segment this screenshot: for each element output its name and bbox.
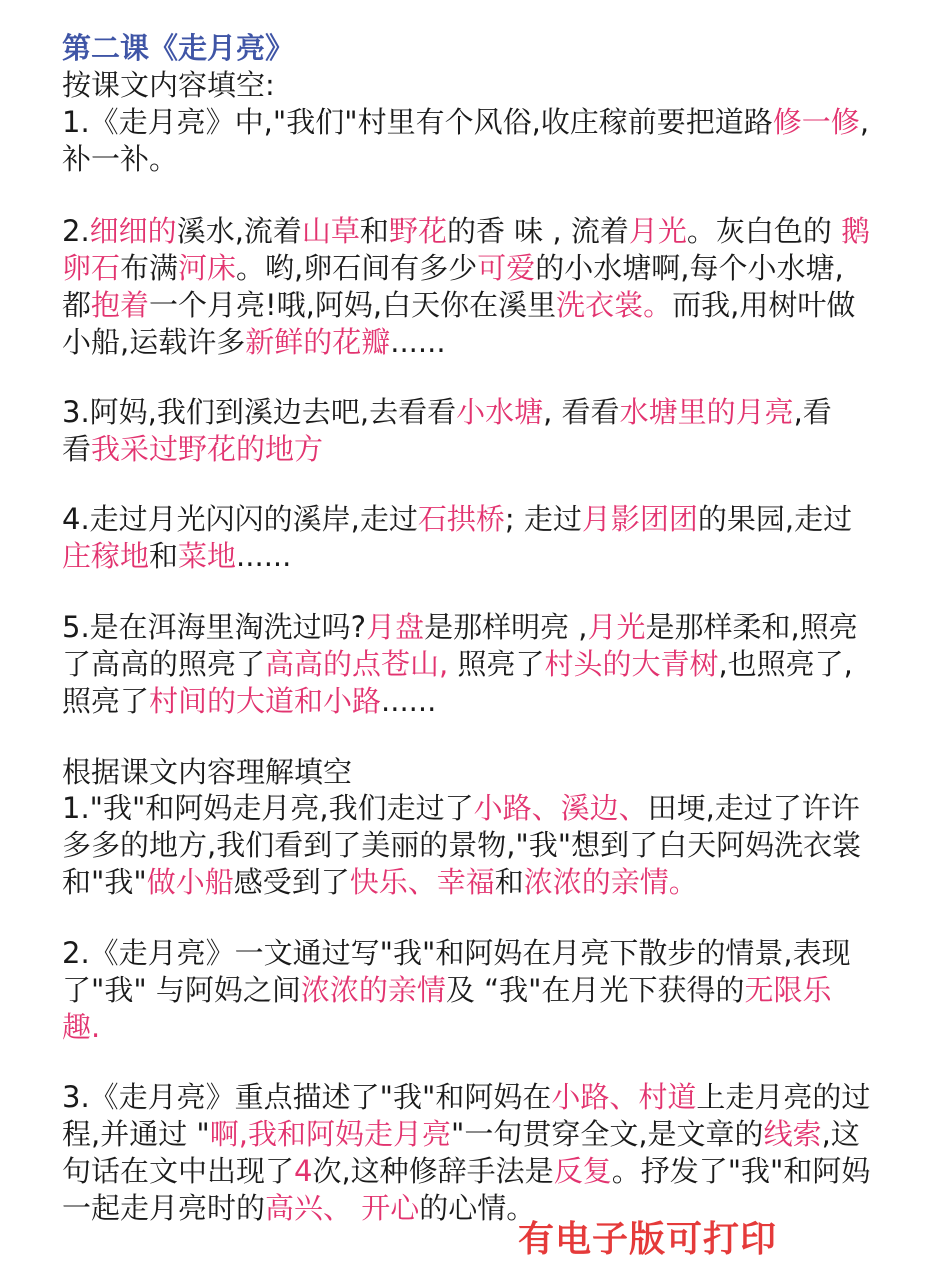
body-text: 4.走过月光闪闪的溪岸,走过 — [62, 502, 418, 536]
answer-text: 新鲜的花瓣 — [245, 325, 391, 359]
body-text: 了高高的照亮了 — [62, 647, 266, 681]
body-text: 和 — [149, 539, 179, 573]
body-text: 一起走月亮时的 — [62, 1191, 266, 1225]
answer-text: 卵石 — [62, 251, 121, 285]
body-text: 程,并通过 " — [62, 1117, 210, 1151]
answer-text: 无限乐 — [744, 973, 832, 1007]
body-text: 2.《走月亮》一文通过写"我"和阿妈在月亮下散步的情景,表现 — [62, 936, 851, 970]
text-line — [62, 286, 855, 324]
answer-text: 可爱 — [477, 251, 536, 285]
text-line — [62, 323, 446, 361]
text-line — [62, 140, 178, 178]
text-line — [62, 753, 352, 791]
body-text: 是那样明亮 , — [424, 610, 588, 644]
body-text: 3.《走月亮》重点描述了"我"和阿妈在 — [62, 1080, 552, 1114]
body-text: ...... — [390, 325, 446, 359]
body-text: 和 — [494, 865, 524, 899]
answer-text: 修一修 — [772, 105, 860, 139]
answer-text: 月盘 — [366, 610, 425, 644]
body-text: 感受到了 — [233, 865, 350, 899]
answer-text: 浓浓的亲情。 — [523, 865, 698, 899]
body-text: 是那样柔和,照亮 — [645, 610, 858, 644]
body-text: 照亮了 — [62, 684, 150, 718]
answer-text: 快乐、幸福 — [349, 865, 495, 899]
body-text: , 看看 — [543, 395, 620, 429]
print-note: 有电子版可打印 — [518, 1219, 778, 1260]
body-text: 都 — [62, 288, 92, 322]
text-line — [62, 103, 869, 141]
answer-text: 。 — [643, 288, 673, 322]
answer-text: 野花 — [388, 214, 447, 248]
body-text: 5.是在洱海里淘洗过吗? — [62, 610, 367, 644]
text-line — [62, 537, 291, 575]
answer-text: 月光 — [587, 610, 646, 644]
body-text: ,看 — [793, 395, 832, 429]
text-line — [62, 789, 860, 827]
body-text: ; 走过 — [504, 502, 582, 536]
answer-text: 石拱桥 — [417, 502, 505, 536]
answer-text: 4 — [294, 1154, 313, 1188]
body-text: 次,这种修辞手法是 — [312, 1154, 554, 1188]
body-text: 根据课文内容理解填空 — [62, 755, 353, 789]
answer-text: 做小船 — [146, 865, 234, 899]
text-line — [62, 1115, 860, 1153]
body-text: 和 — [359, 214, 389, 248]
body-text: 1."我"和阿妈走月亮,我们走过了 — [62, 791, 474, 825]
page-title: 第二课《走月亮》 — [62, 31, 295, 65]
body-text: 及 “我"在月光下获得的 — [445, 973, 745, 1007]
body-text: ,这 — [821, 1117, 860, 1151]
text-line — [62, 971, 832, 1009]
answer-text: 高高的点苍山, — [265, 647, 449, 681]
answer-text: 浓浓的亲情 — [300, 973, 446, 1007]
answer-text: 细细的 — [89, 214, 177, 248]
text-line — [62, 1008, 100, 1046]
answer-text: 村头的大青树 — [544, 647, 719, 681]
answer-text: 菜地 — [178, 539, 237, 573]
answer-text: 抱着 — [91, 288, 150, 322]
body-text: 田埂,走过了许许 — [647, 791, 860, 825]
body-text: 布满 — [120, 251, 179, 285]
answer-text: 反复 — [553, 1154, 612, 1188]
body-text: 的心情。 — [419, 1191, 536, 1225]
body-text: 。抒发了"我"和阿妈 — [611, 1154, 871, 1188]
body-text: 照亮了 — [448, 647, 545, 681]
body-text: 。哟,卵石间有多少 — [236, 251, 478, 285]
text-line — [62, 934, 851, 972]
body-text: ...... — [381, 684, 437, 718]
text-line — [62, 249, 844, 287]
text-line — [62, 393, 832, 431]
text-line — [62, 66, 275, 104]
body-text: ...... — [236, 539, 292, 573]
body-text: 溪水,流着 — [176, 214, 302, 248]
body-text: ,也照亮了, — [718, 647, 853, 681]
text-line — [62, 863, 698, 901]
body-text: 的果园,走过 — [697, 502, 853, 536]
answer-text: 山草 — [301, 214, 360, 248]
answer-text: 趣. — [62, 1010, 101, 1044]
text-line — [62, 500, 852, 538]
answer-text: 啊,我和阿妈走月亮 — [209, 1117, 451, 1151]
text-line — [62, 645, 853, 683]
answer-text: 高兴、 开心 — [265, 1191, 420, 1225]
answer-text: 河床 — [178, 251, 237, 285]
text-line — [62, 826, 861, 864]
text-line — [62, 430, 323, 468]
answer-text: 洗衣裳 — [556, 288, 644, 322]
body-text: 句话在文中出现了 — [62, 1154, 295, 1188]
text-line — [62, 1152, 870, 1190]
body-text: 2. — [62, 214, 90, 248]
text-line — [62, 682, 436, 720]
body-text: 了"我" 与阿妈之间 — [62, 973, 301, 1007]
body-text: 补一补。 — [62, 142, 179, 176]
body-text: 1.《走月亮》中,"我们"村里有个风俗,收庄稼前要把道路 — [62, 105, 773, 139]
text-line — [62, 1078, 870, 1116]
body-text: 和"我" — [62, 865, 147, 899]
body-text: 看 — [62, 432, 92, 466]
answer-text: 小水塘 — [456, 395, 544, 429]
body-text: "一句贯穿全文,是文章的 — [451, 1117, 764, 1151]
answer-text: 月影团团 — [581, 502, 698, 536]
body-text: 3.阿妈,我们到溪边去吧,去看看 — [62, 395, 457, 429]
text-line — [62, 608, 858, 646]
answer-text: 村间的大道和小路 — [149, 684, 382, 718]
answer-text: 水塘里的月亮 — [619, 395, 794, 429]
body-text: 的香 味 , 流着 — [446, 214, 629, 248]
answer-text: 庄稼地 — [62, 539, 150, 573]
body-text: , — [859, 105, 870, 139]
answer-text: 线索 — [763, 1117, 822, 1151]
answer-text: 小路、溪边、 — [473, 791, 648, 825]
body-text: 上走月亮的过 — [696, 1080, 871, 1114]
text-line — [62, 212, 870, 250]
body-text: 小船,运载许多 — [62, 325, 246, 359]
body-text: 。灰白色的 — [686, 214, 842, 248]
body-text: 按课文内容填空: — [62, 68, 275, 102]
body-text: 而我,用树叶做 — [672, 288, 856, 322]
answer-text: 小路、村道 — [551, 1080, 697, 1114]
answer-text: 我采过野花的地方 — [91, 432, 324, 466]
text-line — [62, 1189, 535, 1227]
body-text: 的小水塘啊,每个小水塘, — [535, 251, 844, 285]
answer-text: 月光 — [628, 214, 687, 248]
answer-text: 鹅 — [841, 214, 871, 248]
body-text: 多多的地方,我们看到了美丽的景物,"我"想到了白天阿妈洗衣裳 — [62, 828, 862, 862]
body-text: 一个月亮!哦,阿妈,白天你在溪里 — [149, 288, 557, 322]
